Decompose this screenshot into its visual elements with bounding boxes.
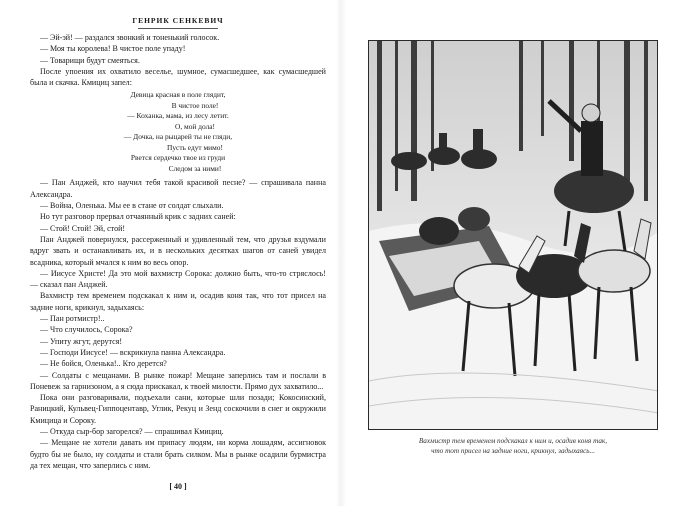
sleigh-scene-illustration: [369, 41, 658, 430]
poem-line: — Коханка, мама, из лесу летит.: [127, 111, 229, 121]
paragraph: — Эй-эй! — раздался звонкий и тоненький голосок.: [40, 33, 220, 42]
illustration-plate: [368, 40, 658, 430]
paragraph: Вахмистр тем временем подскакал к ним и, осадив коня так, что тот присел на задние ноги, крикнул, задыхаясь:: [30, 291, 326, 312]
paragraph: — Иисусе Христе! Да это мой вахмистр Сорока: должно быть, что-то стряслось! — сказал пан Анджей.: [30, 268, 326, 290]
folio-bracket-close: ]: [184, 482, 187, 491]
paragraph: — Не бойся, Оленька!.. Кто дерется?: [40, 359, 167, 369]
left-page: [30, 16, 326, 498]
page-number: [30, 482, 326, 491]
caption-line: Вахмистр тем временем подскакал к ним и, осадив коня так,: [418, 437, 608, 445]
paragraph: — Моя ты королева! В чистое поле упаду!: [40, 44, 186, 54]
paragraph: После упоения их охватило веселье, шумное, сумасшедшее, как сумасшедшей была и скачка. Кмициц запел:: [30, 66, 326, 88]
paragraph: — Война, Оленька. Мы ее в стане от солдат слыхали.: [40, 201, 224, 211]
paragraph: — Упиту жгут, дерутся!: [40, 336, 123, 346]
poem-line: О, мой дола!: [175, 121, 215, 131]
paragraph: — Господи Иисусе! — вскрикнула панна Александра.: [40, 347, 226, 357]
paragraph: — Пан Анджей, кто научил тебя такой красивой песне? — спрашивала панна Александра.: [30, 178, 326, 199]
poem-line: Пусть едут мимо!: [167, 142, 223, 152]
paragraph: Пока они разговаривали, подъехали сани, которые шли позади; Кокосинский, Раницкий, Кульвец-Гиппоцентавр, Углик, Рекуц и Зенд соскочили в снег и окружили Кмицица и Сороку.: [30, 393, 326, 425]
folio-number: 40: [174, 482, 182, 491]
poem-line: Следом за ними!: [168, 163, 222, 173]
running-head-rule: [138, 28, 218, 29]
paragraph: — Мещане не хотели давать им припасу людям, ни корма лошадям, ассигновок будто бы не было, ну солдаты и стали брать силком. Мы в рынке осадили бурмистра да тех мещан, что заперлись с ним.: [30, 438, 326, 470]
caption-line: что тот присел на задние ноги, крикнул, задыхаясь...: [431, 447, 595, 455]
illustration-caption: [368, 436, 658, 456]
paragraph: — Что случилось, Сорока?: [40, 325, 133, 335]
body-text: [30, 32, 326, 471]
folio-bracket-open: [: [169, 482, 172, 491]
paragraph: — Товарищи будут смеяться.: [40, 55, 140, 65]
poem-line: — Дочка, на рыцарей ты не гляди,: [123, 132, 233, 142]
poem: [30, 90, 326, 174]
paragraph: Но тут разговор прервал отчаянный крик с задних саней:: [40, 212, 236, 222]
paragraph: — Откуда сыр-бор загорелся? — спрашивал Кмициц.: [40, 427, 224, 437]
paragraph: Пан Анджей повернулся, рассерженный и удивленный тем, что друзья вздумали вдруг звать и останавливать их, и в нескольких десятках шагов от саней увидел всадника, который мчался к ним во весь опор.: [30, 234, 326, 267]
paragraph: — Солдаты с мещанами. В рынке пожар! Мещане заперлись там и послали в Поневеж за гарнизоном, а я сюда прискакал, к твоей милости. Прямо дух захватило...: [30, 370, 326, 391]
paragraph: — Стой! Стой! Эй, стой!: [40, 223, 126, 233]
paragraph: — Пан ротмистр!..: [40, 314, 105, 324]
poem-line: Рвется сердечко твое из груди: [130, 153, 226, 163]
running-head: ГЕНРИК СЕНКЕВИЧ: [132, 16, 224, 25]
poem-line: Девица красная в поле глядит,: [130, 90, 226, 100]
right-page: [344, 0, 674, 506]
poem-line: В чистое поле!: [171, 100, 219, 110]
